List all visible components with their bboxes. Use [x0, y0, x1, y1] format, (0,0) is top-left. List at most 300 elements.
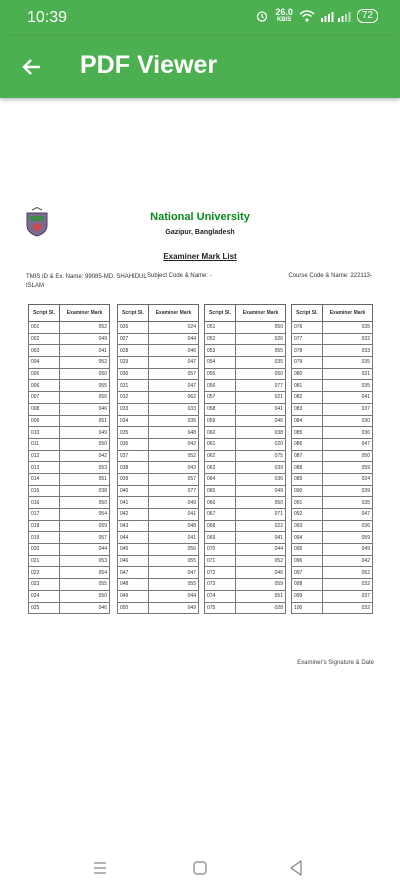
table-row: [292, 345, 373, 357]
signal-icon: [321, 10, 351, 22]
script-serial: 006: [29, 380, 60, 392]
table-row: [118, 520, 199, 532]
examiner-mark: 055: [60, 380, 110, 392]
examiner-mark: 050: [323, 450, 373, 462]
table-row: [118, 322, 199, 334]
table-row: [292, 532, 373, 544]
examiner-mark: 024: [323, 473, 373, 485]
table-row: [205, 509, 286, 521]
table-header-row: [29, 305, 110, 322]
table-row: [29, 485, 110, 497]
pdf-page[interactable]: [22, 200, 378, 680]
script-serial: 029: [118, 357, 149, 369]
script-serial: 091: [292, 497, 323, 509]
mark-table-3: [204, 304, 286, 614]
script-serial: 046: [118, 555, 149, 567]
examiner-mark: 041: [149, 509, 199, 521]
table-row: [205, 555, 286, 567]
examiner-mark: 020: [236, 438, 286, 450]
examiner-mark: 046: [60, 403, 110, 415]
examiner-mark: 032: [323, 333, 373, 345]
script-serial: 085: [292, 427, 323, 439]
status-bar: [0, 0, 400, 36]
table-row: [205, 485, 286, 497]
table-row: [29, 509, 110, 521]
examiner-mark: 035: [323, 497, 373, 509]
examiner-mark: 062: [149, 392, 199, 404]
table-row: [205, 403, 286, 415]
examiner-mark: 052: [60, 357, 110, 369]
examiner-mark: 030: [323, 415, 373, 427]
examiner-mark: 042: [60, 450, 110, 462]
script-serial: 052: [205, 333, 236, 345]
examiner-mark: 033: [323, 345, 373, 357]
script-serial: 096: [292, 555, 323, 567]
table-row: [29, 473, 110, 485]
script-serial: 088: [292, 462, 323, 474]
examiner-mark: 044: [236, 544, 286, 556]
script-serial: 020: [29, 544, 60, 556]
table-row: [205, 392, 286, 404]
table-row: [292, 520, 373, 532]
wifi-icon: [299, 10, 315, 22]
examiner-mark: 047: [323, 509, 373, 521]
net-speed-value: 26.0: [275, 7, 293, 17]
script-serial: 009: [29, 415, 60, 427]
examiner-mark: 055: [149, 579, 199, 591]
table-row: [292, 497, 373, 509]
script-serial: 068: [205, 520, 236, 532]
script-serial: 010: [29, 427, 60, 439]
script-serial: 037: [118, 450, 149, 462]
examiner-mark: 057: [149, 368, 199, 380]
script-serial: 070: [205, 544, 236, 556]
table-row: [118, 450, 199, 462]
table-row: [205, 322, 286, 334]
script-serial: 084: [292, 415, 323, 427]
table-row: [118, 473, 199, 485]
script-serial: 055: [205, 368, 236, 380]
subject-info: Subject Code & Name: -: [147, 273, 212, 279]
script-serial: 022: [29, 567, 60, 579]
script-serial: 012: [29, 450, 60, 462]
script-serial: 008: [29, 403, 60, 415]
examiner-mark: 050: [60, 497, 110, 509]
table-row: [29, 555, 110, 567]
net-speed-unit: KB/S: [276, 17, 292, 23]
script-serial: 014: [29, 473, 60, 485]
table-row: [292, 567, 373, 579]
script-serial: 066: [205, 497, 236, 509]
table-row: [292, 392, 373, 404]
column-header-script: Script Sl.: [292, 305, 323, 322]
script-serial: 026: [118, 322, 149, 334]
table-row: [118, 345, 199, 357]
script-serial: 025: [29, 602, 60, 614]
examiner-mark: 055: [60, 579, 110, 591]
script-serial: 098: [292, 579, 323, 591]
examiner-mark: 057: [60, 532, 110, 544]
examiner-mark: 047: [323, 438, 373, 450]
script-serial: 050: [118, 602, 149, 614]
table-row: [205, 357, 286, 369]
examiner-mark: 056: [149, 544, 199, 556]
script-serial: 059: [205, 415, 236, 427]
examiner-mark: 050: [236, 497, 286, 509]
table-header-row: [292, 305, 373, 322]
tims-info: TMIS ID & Ex. Name: 99085-MD. SHAHIDUL ISLAM: [26, 274, 147, 289]
examiner-mark: 036: [323, 427, 373, 439]
table-row: [292, 322, 373, 334]
table-row: [292, 509, 373, 521]
table-row: [205, 380, 286, 392]
examiner-mark: 050: [60, 368, 110, 380]
script-serial: 049: [118, 590, 149, 602]
table-row: [118, 485, 199, 497]
script-serial: 032: [118, 392, 149, 404]
table-row: [205, 532, 286, 544]
script-serial: 094: [292, 532, 323, 544]
examiner-mark: 041: [149, 532, 199, 544]
home-icon[interactable]: [188, 856, 212, 880]
script-serial: 016: [29, 497, 60, 509]
table-row: [292, 485, 373, 497]
table-row: [205, 602, 286, 614]
script-serial: 024: [29, 590, 60, 602]
table-row: [292, 590, 373, 602]
script-serial: 078: [292, 345, 323, 357]
script-serial: 090: [292, 485, 323, 497]
table-row: [292, 380, 373, 392]
script-serial: 019: [29, 532, 60, 544]
examiner-mark: 059: [323, 532, 373, 544]
column-header-script: Script Sl.: [205, 305, 236, 322]
script-serial: 040: [118, 485, 149, 497]
examiner-mark: 075: [236, 450, 286, 462]
examiner-mark: 047: [149, 380, 199, 392]
table-row: [292, 555, 373, 567]
app-title: PDF Viewer: [80, 51, 218, 79]
script-serial: 002: [29, 333, 60, 345]
status-icons: [255, 8, 378, 24]
script-serial: 003: [29, 345, 60, 357]
examiner-mark: 077: [236, 380, 286, 392]
examiner-mark: 051: [60, 415, 110, 427]
script-serial: 044: [118, 532, 149, 544]
examiner-mark: 021: [236, 392, 286, 404]
examiner-mark: 049: [323, 544, 373, 556]
script-serial: 086: [292, 438, 323, 450]
table-row: [29, 415, 110, 427]
table-row: [205, 438, 286, 450]
examiner-mark: 059: [236, 579, 286, 591]
table-row: [29, 590, 110, 602]
examiner-mark: 039: [236, 462, 286, 474]
script-serial: 077: [292, 333, 323, 345]
table-row: [205, 497, 286, 509]
script-serial: 064: [205, 473, 236, 485]
examiner-mark: 038: [60, 485, 110, 497]
script-serial: 081: [292, 380, 323, 392]
table-header-row: [118, 305, 199, 322]
table-row: [29, 357, 110, 369]
examiner-mark: 053: [60, 462, 110, 474]
examiner-mark: 031: [323, 368, 373, 380]
table-row: [118, 509, 199, 521]
script-serial: 043: [118, 520, 149, 532]
mark-table-4: [291, 304, 373, 614]
examiner-mark: 047: [149, 357, 199, 369]
column-header-mark: Examiner Mark: [149, 305, 199, 322]
examiner-mark: 046: [149, 345, 199, 357]
examiner-mark: 043: [149, 462, 199, 474]
examiner-mark: 046: [60, 602, 110, 614]
examiner-mark: 055: [149, 555, 199, 567]
table-row: [118, 497, 199, 509]
table-row: [29, 544, 110, 556]
table-row: [118, 415, 199, 427]
script-serial: 060: [205, 427, 236, 439]
script-serial: 065: [205, 485, 236, 497]
table-row: [29, 322, 110, 334]
examiner-mark: 035: [323, 322, 373, 334]
examiner-mark: 035: [149, 415, 199, 427]
examiner-mark: 049: [149, 602, 199, 614]
examiner-mark: 044: [149, 333, 199, 345]
table-row: [29, 380, 110, 392]
table-row: [29, 520, 110, 532]
examiner-mark: 046: [236, 567, 286, 579]
examiner-mark: 047: [149, 567, 199, 579]
table-row: [292, 579, 373, 591]
table-row: [118, 555, 199, 567]
script-serial: 034: [118, 415, 149, 427]
script-serial: 083: [292, 403, 323, 415]
column-header-script: Script Sl.: [118, 305, 149, 322]
examiner-mark: 049: [60, 333, 110, 345]
table-row: [205, 590, 286, 602]
table-row: [205, 579, 286, 591]
script-serial: 063: [205, 462, 236, 474]
script-serial: 072: [205, 567, 236, 579]
table-row: [292, 473, 373, 485]
examiner-mark: 049: [149, 497, 199, 509]
examiner-mark: 051: [236, 590, 286, 602]
examiner-mark: 042: [323, 555, 373, 567]
script-serial: 071: [205, 555, 236, 567]
examiner-mark: 028: [236, 602, 286, 614]
script-serial: 005: [29, 368, 60, 380]
script-serial: 015: [29, 485, 60, 497]
battery-icon: 72: [357, 9, 378, 23]
script-serial: 093: [292, 520, 323, 532]
table-row: [292, 462, 373, 474]
script-serial: 051: [205, 322, 236, 334]
examiner-mark: 035: [323, 357, 373, 369]
table-row: [292, 403, 373, 415]
examiner-mark: 036: [323, 520, 373, 532]
script-serial: 047: [118, 567, 149, 579]
script-serial: 082: [292, 392, 323, 404]
script-serial: 087: [292, 450, 323, 462]
script-serial: 067: [205, 509, 236, 521]
examiner-mark: 024: [149, 322, 199, 334]
recents-icon[interactable]: [88, 856, 112, 880]
table-row: [118, 333, 199, 345]
examiner-mark: 035: [323, 380, 373, 392]
examiner-mark: 041: [236, 532, 286, 544]
table-row: [29, 403, 110, 415]
navigation-bar: [0, 846, 400, 889]
script-serial: 013: [29, 462, 60, 474]
script-serial: 099: [292, 590, 323, 602]
table-row: [118, 368, 199, 380]
examiner-mark: 026: [236, 333, 286, 345]
script-serial: 057: [205, 392, 236, 404]
examiner-mark: 044: [60, 544, 110, 556]
examiner-mark: 022: [236, 520, 286, 532]
script-serial: 036: [118, 438, 149, 450]
script-serial: 039: [118, 473, 149, 485]
script-serial: 023: [29, 579, 60, 591]
table-row: [118, 462, 199, 474]
script-serial: 030: [118, 368, 149, 380]
table-row: [29, 567, 110, 579]
script-serial: 031: [118, 380, 149, 392]
table-row: [29, 368, 110, 380]
mark-table-1: [28, 304, 110, 614]
table-row: [29, 602, 110, 614]
mark-table-2: [117, 304, 199, 614]
table-row: [205, 427, 286, 439]
examiner-mark: 077: [149, 485, 199, 497]
table-row: [292, 357, 373, 369]
examiner-mark: 033: [149, 403, 199, 415]
table-row: [29, 438, 110, 450]
table-row: [292, 415, 373, 427]
table-row: [118, 357, 199, 369]
table-row: [292, 368, 373, 380]
examiner-mark: 048: [149, 427, 199, 439]
script-serial: 079: [292, 357, 323, 369]
script-serial: 038: [118, 462, 149, 474]
column-header-mark: Examiner Mark: [60, 305, 110, 322]
table-row: [29, 392, 110, 404]
script-serial: 021: [29, 555, 60, 567]
examiner-mark: 056: [60, 392, 110, 404]
table-row: [205, 473, 286, 485]
table-row: [118, 392, 199, 404]
script-serial: 058: [205, 403, 236, 415]
examiner-mark: 053: [60, 555, 110, 567]
table-row: [118, 532, 199, 544]
table-row: [292, 333, 373, 345]
script-serial: 004: [29, 357, 60, 369]
table-row: [118, 544, 199, 556]
examiner-mark: 038: [236, 427, 286, 439]
script-serial: 033: [118, 403, 149, 415]
examiner-mark: 032: [323, 602, 373, 614]
column-header-mark: Examiner Mark: [323, 305, 373, 322]
script-serial: 007: [29, 392, 60, 404]
examiner-mark: 048: [149, 520, 199, 532]
examiner-mark: 036: [236, 473, 286, 485]
examiner-mark: 059: [60, 520, 110, 532]
examiner-mark: 041: [60, 345, 110, 357]
examiner-mark: 037: [323, 590, 373, 602]
table-row: [118, 567, 199, 579]
examiner-mark: 050: [236, 322, 286, 334]
table-row: [118, 579, 199, 591]
column-header-mark: Examiner Mark: [236, 305, 286, 322]
table-row: [29, 532, 110, 544]
examiner-mark: 044: [149, 590, 199, 602]
examiner-mark: 050: [236, 368, 286, 380]
script-serial: 054: [205, 357, 236, 369]
examiner-mark: 032: [323, 579, 373, 591]
table-row: [118, 403, 199, 415]
examiner-mark: 054: [60, 509, 110, 521]
examiner-mark: 035: [236, 357, 286, 369]
back-icon[interactable]: [284, 856, 308, 880]
table-row: [292, 544, 373, 556]
script-serial: 095: [292, 544, 323, 556]
table-row: [29, 427, 110, 439]
table-row: [205, 520, 286, 532]
script-serial: 042: [118, 509, 149, 521]
examiner-mark: 055: [236, 345, 286, 357]
university-location: Gazipur, Bangladesh: [165, 229, 235, 236]
table-row: [292, 438, 373, 450]
examiner-mark: 057: [149, 473, 199, 485]
script-serial: 048: [118, 579, 149, 591]
table-row: [118, 602, 199, 614]
script-serial: 080: [292, 368, 323, 380]
script-serial: 089: [292, 473, 323, 485]
script-serial: 100: [292, 602, 323, 614]
table-row: [118, 438, 199, 450]
examiner-mark: 037: [323, 403, 373, 415]
examiner-mark: 041: [323, 392, 373, 404]
script-serial: 097: [292, 567, 323, 579]
script-serial: 045: [118, 544, 149, 556]
examiner-mark: 049: [236, 485, 286, 497]
script-serial: 035: [118, 427, 149, 439]
table-row: [29, 497, 110, 509]
table-row: [205, 567, 286, 579]
script-serial: 092: [292, 509, 323, 521]
table-row: [292, 602, 373, 614]
table-row: [292, 450, 373, 462]
app-bar: [0, 36, 400, 98]
script-serial: 041: [118, 497, 149, 509]
alarm-icon: [255, 10, 269, 22]
script-serial: 011: [29, 438, 60, 450]
university-name: National University: [150, 211, 250, 223]
script-serial: 017: [29, 509, 60, 521]
examiner-mark: 052: [236, 555, 286, 567]
script-serial: 053: [205, 345, 236, 357]
list-title: Examiner Mark List: [163, 252, 237, 261]
arrow-left-icon[interactable]: [20, 55, 44, 79]
examiner-mark: 050: [60, 438, 110, 450]
table-header-row: [205, 305, 286, 322]
examiner-mark: 071: [236, 509, 286, 521]
table-row: [118, 380, 199, 392]
examiner-mark: 052: [149, 450, 199, 462]
script-serial: 075: [205, 602, 236, 614]
script-serial: 018: [29, 520, 60, 532]
